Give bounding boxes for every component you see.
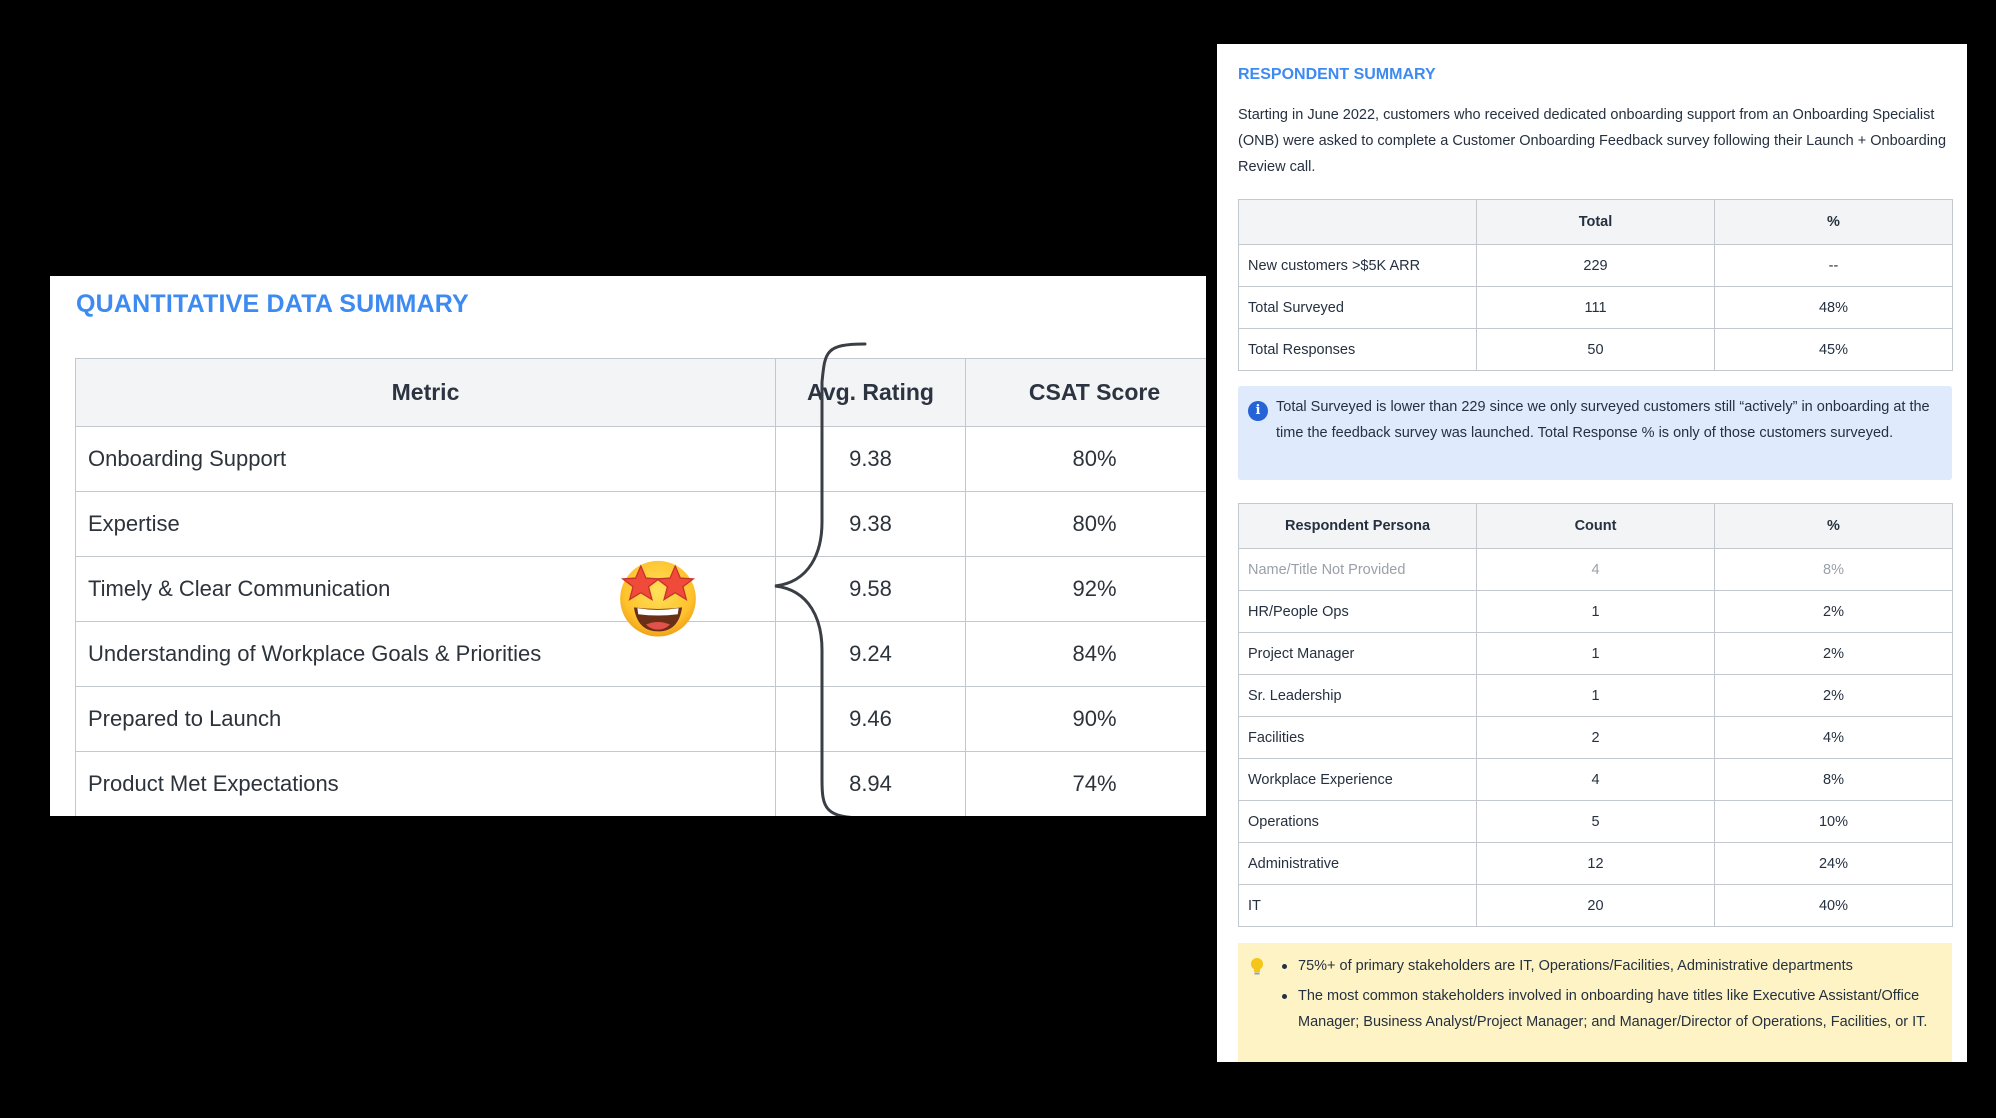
persona-cell: Sr. Leadership — [1239, 675, 1477, 717]
persona-cell: Name/Title Not Provided — [1239, 549, 1477, 591]
table-row — [76, 752, 1207, 817]
percent-cell: 10% — [1715, 801, 1953, 843]
table-row — [1239, 759, 1953, 801]
table-header-row — [1239, 504, 1953, 549]
table-row — [1239, 843, 1953, 885]
percent-cell: 8% — [1715, 759, 1953, 801]
percent-cell: 4% — [1715, 717, 1953, 759]
respondent-totals-table — [1238, 199, 1953, 371]
header-percent: % — [1715, 200, 1953, 245]
header-total: Total — [1477, 200, 1715, 245]
metric-cell: Product Met Expectations — [76, 752, 776, 817]
table-header-row — [76, 359, 1207, 427]
insight-tip-panel — [1238, 943, 1952, 1062]
count-cell: 1 — [1477, 633, 1715, 675]
table-header-row — [1239, 200, 1953, 245]
persona-cell: Workplace Experience — [1239, 759, 1477, 801]
persona-cell: HR/People Ops — [1239, 591, 1477, 633]
csat-cell: 80% — [966, 492, 1207, 557]
list-item: 75%+ of primary stakeholders are IT, Operations/Facilities, Administrative departments — [1278, 953, 1938, 979]
table-row — [76, 427, 1207, 492]
count-cell: 5 — [1477, 801, 1715, 843]
persona-cell: Administrative — [1239, 843, 1477, 885]
count-cell: 4 — [1477, 759, 1715, 801]
respondent-persona-table — [1238, 503, 1953, 927]
percent-cell: 40% — [1715, 885, 1953, 927]
table-row — [76, 687, 1207, 752]
count-cell: 12 — [1477, 843, 1715, 885]
persona-cell: Project Manager — [1239, 633, 1477, 675]
avg-rating-cell: 9.24 — [776, 622, 966, 687]
quantitative-data-panel — [50, 276, 1206, 816]
insight-list — [1278, 953, 1938, 1039]
avg-rating-cell: 8.94 — [776, 752, 966, 817]
table-row — [1239, 717, 1953, 759]
percent-cell: 48% — [1715, 287, 1953, 329]
info-note-text: Total Surveyed is lower than 229 since we only surveyed customers still “actively” in onboarding at the time the feedback survey was launched. Total Response % is only of those customers surveyed. — [1276, 399, 1930, 441]
header-avg-rating: Avg. Rating — [776, 359, 966, 427]
header-percent: % — [1715, 504, 1953, 549]
table-row — [1239, 675, 1953, 717]
count-cell: 1 — [1477, 675, 1715, 717]
lightbulb-icon — [1250, 957, 1264, 977]
header-metric: Metric — [76, 359, 776, 427]
percent-cell: 24% — [1715, 843, 1953, 885]
table-row — [1239, 885, 1953, 927]
table-row — [1239, 329, 1953, 371]
csat-cell: 74% — [966, 752, 1207, 817]
percent-cell: 2% — [1715, 633, 1953, 675]
csat-cell: 84% — [966, 622, 1207, 687]
percent-cell: 8% — [1715, 549, 1953, 591]
avg-rating-cell: 9.38 — [776, 427, 966, 492]
persona-cell: Facilities — [1239, 717, 1477, 759]
metric-cell: Prepared to Launch — [76, 687, 776, 752]
percent-cell: 2% — [1715, 591, 1953, 633]
table-row — [1239, 245, 1953, 287]
count-cell: 4 — [1477, 549, 1715, 591]
header-persona: Respondent Persona — [1239, 504, 1477, 549]
table-row — [1239, 591, 1953, 633]
persona-cell: IT — [1239, 885, 1477, 927]
table-row — [76, 492, 1207, 557]
csat-cell: 80% — [966, 427, 1207, 492]
header-count: Count — [1477, 504, 1715, 549]
respondent-title: RESPONDENT SUMMARY — [1238, 66, 1436, 83]
count-cell: 2 — [1477, 717, 1715, 759]
total-cell: 50 — [1477, 329, 1715, 371]
metric-cell: Expertise — [76, 492, 776, 557]
csat-cell: 92% — [966, 557, 1207, 622]
row-label: Total Responses — [1239, 329, 1477, 371]
metric-cell: Understanding of Workplace Goals & Priorities — [76, 622, 776, 687]
percent-cell: -- — [1715, 245, 1953, 287]
total-cell: 111 — [1477, 287, 1715, 329]
list-item: The most common stakeholders involved in onboarding have titles like Executive Assistant/Office Manager; Business Analyst/Project Manager; and Manager/Director of Operations, Facilities, or IT. — [1278, 983, 1938, 1035]
header-blank — [1239, 200, 1477, 245]
table-row — [1239, 633, 1953, 675]
row-label: New customers >$5K ARR — [1239, 245, 1477, 287]
persona-cell: Operations — [1239, 801, 1477, 843]
avg-rating-cell: 9.58 — [776, 557, 966, 622]
percent-cell: 45% — [1715, 329, 1953, 371]
table-row — [1239, 549, 1953, 591]
csat-cell: 90% — [966, 687, 1207, 752]
respondent-summary-panel — [1217, 44, 1967, 1062]
curly-brace-icon — [765, 342, 875, 816]
quantitative-title: QUANTITATIVE DATA SUMMARY — [76, 290, 469, 318]
header-csat-score: CSAT Score — [966, 359, 1207, 427]
info-note-panel — [1238, 386, 1952, 480]
count-cell: 1 — [1477, 591, 1715, 633]
count-cell: 20 — [1477, 885, 1715, 927]
respondent-intro-text: Starting in June 2022, customers who received dedicated onboarding support from an Onboarding Specialist (ONB) were asked to complete a Customer Onboarding Feedback survey following their Launch + Onboarding Review call. — [1238, 107, 1947, 175]
total-cell: 229 — [1477, 245, 1715, 287]
table-row — [1239, 287, 1953, 329]
metric-cell: Onboarding Support — [76, 427, 776, 492]
star-struck-emoji-icon — [615, 554, 701, 640]
percent-cell: 2% — [1715, 675, 1953, 717]
row-label: Total Surveyed — [1239, 287, 1477, 329]
metric-cell: Timely & Clear Communication — [76, 557, 776, 622]
avg-rating-cell: 9.38 — [776, 492, 966, 557]
table-row — [1239, 801, 1953, 843]
avg-rating-cell: 9.46 — [776, 687, 966, 752]
info-icon: i — [1248, 401, 1268, 421]
